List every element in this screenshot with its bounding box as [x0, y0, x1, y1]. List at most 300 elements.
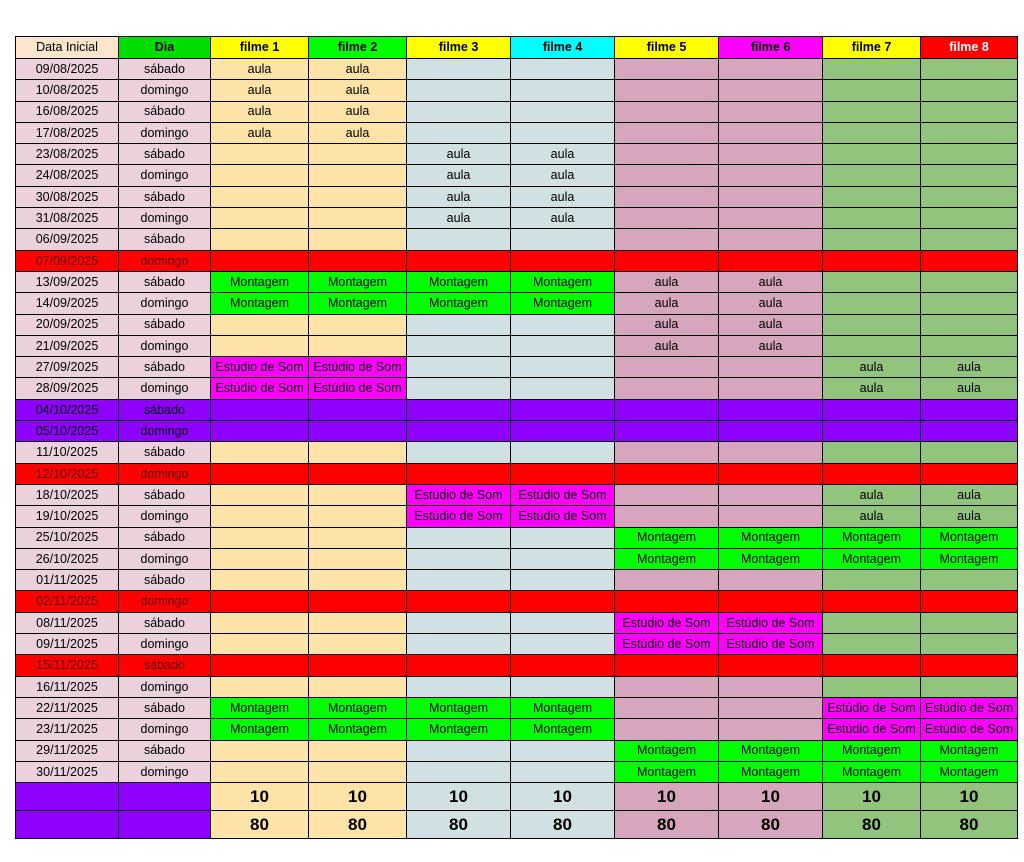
- day-cell[interactable]: sábado: [119, 314, 211, 335]
- film-cell[interactable]: [511, 442, 615, 463]
- film-cell[interactable]: [309, 314, 407, 335]
- film-cell[interactable]: Estúdio de Som: [211, 378, 309, 399]
- film-cell[interactable]: [921, 676, 1018, 697]
- film-cell[interactable]: [719, 421, 823, 442]
- film-cell[interactable]: aula: [921, 484, 1018, 505]
- film-cell[interactable]: Montagem: [823, 527, 921, 548]
- film-cell[interactable]: Montagem: [615, 548, 719, 569]
- film-cell[interactable]: [511, 527, 615, 548]
- date-cell[interactable]: 14/09/2025: [16, 293, 119, 314]
- film-cell[interactable]: [615, 186, 719, 207]
- film-cell[interactable]: Estúdio de Som: [719, 634, 823, 655]
- film-cell[interactable]: [823, 271, 921, 292]
- film-cell[interactable]: [511, 399, 615, 420]
- film-cell[interactable]: [407, 314, 511, 335]
- film-cell[interactable]: Montagem: [719, 761, 823, 782]
- film-cell[interactable]: [823, 250, 921, 271]
- film-cell[interactable]: [615, 676, 719, 697]
- film-cell[interactable]: aula: [615, 271, 719, 292]
- film-cell[interactable]: [309, 761, 407, 782]
- film-cell[interactable]: [921, 208, 1018, 229]
- film-cell[interactable]: [615, 570, 719, 591]
- film-cell[interactable]: [719, 570, 823, 591]
- film-cell[interactable]: [511, 463, 615, 484]
- day-cell[interactable]: sábado: [119, 740, 211, 761]
- day-cell[interactable]: sábado: [119, 357, 211, 378]
- film-cell[interactable]: [407, 229, 511, 250]
- film-cell[interactable]: [823, 293, 921, 314]
- film-cell[interactable]: [407, 378, 511, 399]
- film-cell[interactable]: [309, 335, 407, 356]
- day-cell[interactable]: domingo: [119, 591, 211, 612]
- film-cell[interactable]: [719, 484, 823, 505]
- film-cell[interactable]: [309, 740, 407, 761]
- film-cell[interactable]: [719, 229, 823, 250]
- film-cell[interactable]: [309, 548, 407, 569]
- film-cell[interactable]: Estúdio de Som: [823, 697, 921, 718]
- film-cell[interactable]: Montagem: [407, 293, 511, 314]
- film-cell[interactable]: [511, 122, 615, 143]
- date-cell[interactable]: 28/09/2025: [16, 378, 119, 399]
- film-cell[interactable]: Estúdio de Som: [407, 484, 511, 505]
- film-cell[interactable]: aula: [823, 506, 921, 527]
- film-cell[interactable]: [921, 250, 1018, 271]
- film-cell[interactable]: [823, 186, 921, 207]
- film-cell[interactable]: [719, 719, 823, 740]
- film-cell[interactable]: Montagem: [921, 548, 1018, 569]
- film-cell[interactable]: [211, 335, 309, 356]
- date-cell[interactable]: 20/09/2025: [16, 314, 119, 335]
- film-cell[interactable]: [921, 314, 1018, 335]
- film-cell[interactable]: [921, 442, 1018, 463]
- film-cell[interactable]: [309, 144, 407, 165]
- film-cell[interactable]: [211, 740, 309, 761]
- film-cell[interactable]: aula: [407, 144, 511, 165]
- film-cell[interactable]: [823, 655, 921, 676]
- film-cell[interactable]: [719, 165, 823, 186]
- day-cell[interactable]: sábado: [119, 697, 211, 718]
- day-cell[interactable]: domingo: [119, 463, 211, 484]
- film-cell[interactable]: [615, 165, 719, 186]
- film-cell[interactable]: [615, 357, 719, 378]
- date-cell[interactable]: 23/08/2025: [16, 144, 119, 165]
- date-cell[interactable]: 15/11/2025: [16, 655, 119, 676]
- date-cell[interactable]: 13/09/2025: [16, 271, 119, 292]
- film-cell[interactable]: Estúdio de Som: [921, 719, 1018, 740]
- date-cell[interactable]: 01/11/2025: [16, 570, 119, 591]
- date-cell[interactable]: 08/11/2025: [16, 612, 119, 633]
- film-cell[interactable]: Montagem: [309, 697, 407, 718]
- date-cell[interactable]: 12/10/2025: [16, 463, 119, 484]
- day-cell[interactable]: sábado: [119, 570, 211, 591]
- film-cell[interactable]: [921, 570, 1018, 591]
- film-cell[interactable]: Montagem: [309, 271, 407, 292]
- film-cell[interactable]: aula: [921, 378, 1018, 399]
- film-cell[interactable]: aula: [823, 357, 921, 378]
- film-cell[interactable]: [211, 527, 309, 548]
- date-cell[interactable]: 30/11/2025: [16, 761, 119, 782]
- day-cell[interactable]: domingo: [119, 122, 211, 143]
- film-cell[interactable]: [309, 634, 407, 655]
- date-cell[interactable]: 16/11/2025: [16, 676, 119, 697]
- film-cell[interactable]: [615, 378, 719, 399]
- film-cell[interactable]: [823, 165, 921, 186]
- film-cell[interactable]: aula: [407, 208, 511, 229]
- film-cell[interactable]: Montagem: [615, 761, 719, 782]
- film-cell[interactable]: Montagem: [719, 740, 823, 761]
- film-cell[interactable]: [823, 208, 921, 229]
- film-cell[interactable]: [719, 697, 823, 718]
- date-cell[interactable]: 21/09/2025: [16, 335, 119, 356]
- film-cell[interactable]: aula: [823, 378, 921, 399]
- film-cell[interactable]: [511, 676, 615, 697]
- film-cell[interactable]: Estúdio de Som: [719, 612, 823, 633]
- film-cell[interactable]: [511, 548, 615, 569]
- film-cell[interactable]: Estúdio de Som: [615, 634, 719, 655]
- film-cell[interactable]: [615, 421, 719, 442]
- date-cell[interactable]: 30/08/2025: [16, 186, 119, 207]
- film-cell[interactable]: [211, 676, 309, 697]
- film-cell[interactable]: [309, 421, 407, 442]
- film-cell[interactable]: [407, 634, 511, 655]
- film-cell[interactable]: [615, 250, 719, 271]
- date-cell[interactable]: 27/09/2025: [16, 357, 119, 378]
- film-cell[interactable]: [309, 399, 407, 420]
- film-cell[interactable]: [719, 463, 823, 484]
- date-cell[interactable]: 26/10/2025: [16, 548, 119, 569]
- film-cell[interactable]: [407, 80, 511, 101]
- film-cell[interactable]: [615, 399, 719, 420]
- film-cell[interactable]: Montagem: [407, 697, 511, 718]
- film-cell[interactable]: [921, 335, 1018, 356]
- date-cell[interactable]: 04/10/2025: [16, 399, 119, 420]
- film-cell[interactable]: [309, 527, 407, 548]
- film-cell[interactable]: [719, 357, 823, 378]
- film-cell[interactable]: aula: [719, 293, 823, 314]
- film-cell[interactable]: Montagem: [615, 740, 719, 761]
- film-cell[interactable]: Estúdio de Som: [615, 612, 719, 633]
- film-cell[interactable]: [615, 697, 719, 718]
- film-cell[interactable]: aula: [719, 314, 823, 335]
- film-cell[interactable]: [921, 144, 1018, 165]
- film-cell[interactable]: [719, 80, 823, 101]
- film-cell[interactable]: [615, 208, 719, 229]
- film-cell[interactable]: [511, 314, 615, 335]
- film-cell[interactable]: [407, 101, 511, 122]
- film-cell[interactable]: [921, 293, 1018, 314]
- day-cell[interactable]: domingo: [119, 165, 211, 186]
- date-cell[interactable]: 24/08/2025: [16, 165, 119, 186]
- film-cell[interactable]: [407, 357, 511, 378]
- film-cell[interactable]: [211, 548, 309, 569]
- day-cell[interactable]: sábado: [119, 399, 211, 420]
- film-cell[interactable]: [615, 80, 719, 101]
- date-cell[interactable]: 02/11/2025: [16, 591, 119, 612]
- film-cell[interactable]: [211, 570, 309, 591]
- date-cell[interactable]: 09/08/2025: [16, 59, 119, 80]
- film-cell[interactable]: [309, 186, 407, 207]
- film-cell[interactable]: aula: [921, 357, 1018, 378]
- film-cell[interactable]: [823, 80, 921, 101]
- date-cell[interactable]: 10/08/2025: [16, 80, 119, 101]
- film-cell[interactable]: [615, 101, 719, 122]
- film-cell[interactable]: [511, 378, 615, 399]
- film-cell[interactable]: [309, 506, 407, 527]
- film-cell[interactable]: [511, 357, 615, 378]
- film-cell[interactable]: Montagem: [719, 527, 823, 548]
- film-cell[interactable]: [921, 80, 1018, 101]
- film-cell[interactable]: [309, 442, 407, 463]
- film-cell[interactable]: [615, 59, 719, 80]
- film-cell[interactable]: [211, 442, 309, 463]
- film-cell[interactable]: [211, 761, 309, 782]
- film-cell[interactable]: [211, 144, 309, 165]
- day-cell[interactable]: sábado: [119, 612, 211, 633]
- film-cell[interactable]: [511, 101, 615, 122]
- day-cell[interactable]: domingo: [119, 80, 211, 101]
- date-cell[interactable]: 18/10/2025: [16, 484, 119, 505]
- film-cell[interactable]: [511, 612, 615, 633]
- film-cell[interactable]: [407, 655, 511, 676]
- film-cell[interactable]: [211, 634, 309, 655]
- film-cell[interactable]: [921, 165, 1018, 186]
- film-cell[interactable]: [921, 655, 1018, 676]
- film-cell[interactable]: Montagem: [511, 719, 615, 740]
- day-cell[interactable]: sábado: [119, 655, 211, 676]
- film-cell[interactable]: Montagem: [407, 271, 511, 292]
- film-cell[interactable]: [719, 378, 823, 399]
- film-cell[interactable]: [511, 740, 615, 761]
- film-cell[interactable]: [823, 463, 921, 484]
- film-cell[interactable]: [823, 144, 921, 165]
- film-cell[interactable]: [407, 527, 511, 548]
- film-cell[interactable]: [823, 399, 921, 420]
- day-cell[interactable]: domingo: [119, 378, 211, 399]
- film-cell[interactable]: Montagem: [511, 271, 615, 292]
- film-cell[interactable]: [407, 761, 511, 782]
- film-cell[interactable]: [719, 208, 823, 229]
- film-cell[interactable]: [615, 655, 719, 676]
- film-cell[interactable]: [719, 655, 823, 676]
- film-cell[interactable]: [407, 250, 511, 271]
- film-cell[interactable]: [511, 761, 615, 782]
- film-cell[interactable]: [407, 612, 511, 633]
- film-cell[interactable]: aula: [511, 165, 615, 186]
- film-cell[interactable]: Montagem: [823, 740, 921, 761]
- film-cell[interactable]: [211, 314, 309, 335]
- film-cell[interactable]: [211, 421, 309, 442]
- film-cell[interactable]: [615, 229, 719, 250]
- film-cell[interactable]: [921, 186, 1018, 207]
- day-cell[interactable]: domingo: [119, 548, 211, 569]
- film-cell[interactable]: [211, 655, 309, 676]
- film-cell[interactable]: [511, 591, 615, 612]
- film-cell[interactable]: [407, 442, 511, 463]
- film-cell[interactable]: [719, 591, 823, 612]
- film-cell[interactable]: [211, 463, 309, 484]
- film-cell[interactable]: Estúdio de Som: [511, 484, 615, 505]
- film-cell[interactable]: Montagem: [511, 697, 615, 718]
- film-cell[interactable]: [823, 612, 921, 633]
- film-cell[interactable]: [511, 229, 615, 250]
- film-cell[interactable]: [309, 165, 407, 186]
- film-cell[interactable]: [511, 634, 615, 655]
- film-cell[interactable]: [921, 591, 1018, 612]
- film-cell[interactable]: [309, 208, 407, 229]
- film-cell[interactable]: aula: [615, 314, 719, 335]
- film-cell[interactable]: aula: [615, 293, 719, 314]
- film-cell[interactable]: [211, 208, 309, 229]
- film-cell[interactable]: [309, 612, 407, 633]
- film-cell[interactable]: [719, 676, 823, 697]
- film-cell[interactable]: Estúdio de Som: [823, 719, 921, 740]
- day-cell[interactable]: sábado: [119, 442, 211, 463]
- film-cell[interactable]: [719, 186, 823, 207]
- film-cell[interactable]: [823, 59, 921, 80]
- film-cell[interactable]: [921, 101, 1018, 122]
- film-cell[interactable]: [309, 570, 407, 591]
- day-cell[interactable]: sábado: [119, 229, 211, 250]
- film-cell[interactable]: [823, 314, 921, 335]
- film-cell[interactable]: [719, 59, 823, 80]
- day-cell[interactable]: sábado: [119, 484, 211, 505]
- film-cell[interactable]: [211, 612, 309, 633]
- film-cell[interactable]: [309, 676, 407, 697]
- film-cell[interactable]: [921, 271, 1018, 292]
- film-cell[interactable]: [511, 655, 615, 676]
- day-cell[interactable]: domingo: [119, 676, 211, 697]
- date-cell[interactable]: 23/11/2025: [16, 719, 119, 740]
- film-cell[interactable]: [719, 506, 823, 527]
- film-cell[interactable]: [511, 250, 615, 271]
- film-cell[interactable]: [511, 421, 615, 442]
- film-cell[interactable]: [719, 250, 823, 271]
- date-cell[interactable]: 22/11/2025: [16, 697, 119, 718]
- film-cell[interactable]: [719, 122, 823, 143]
- date-cell[interactable]: 05/10/2025: [16, 421, 119, 442]
- film-cell[interactable]: [407, 548, 511, 569]
- day-cell[interactable]: sábado: [119, 271, 211, 292]
- film-cell[interactable]: Estúdio de Som: [407, 506, 511, 527]
- film-cell[interactable]: [615, 122, 719, 143]
- day-cell[interactable]: domingo: [119, 761, 211, 782]
- date-cell[interactable]: 07/09/2025: [16, 250, 119, 271]
- film-cell[interactable]: [407, 676, 511, 697]
- film-cell[interactable]: Montagem: [921, 527, 1018, 548]
- date-cell[interactable]: 17/08/2025: [16, 122, 119, 143]
- date-cell[interactable]: 19/10/2025: [16, 506, 119, 527]
- film-cell[interactable]: aula: [211, 101, 309, 122]
- film-cell[interactable]: [407, 740, 511, 761]
- film-cell[interactable]: [511, 335, 615, 356]
- film-cell[interactable]: [823, 634, 921, 655]
- film-cell[interactable]: Montagem: [211, 719, 309, 740]
- date-cell[interactable]: 29/11/2025: [16, 740, 119, 761]
- film-cell[interactable]: aula: [309, 80, 407, 101]
- film-cell[interactable]: aula: [211, 59, 309, 80]
- film-cell[interactable]: [407, 122, 511, 143]
- day-cell[interactable]: domingo: [119, 208, 211, 229]
- film-cell[interactable]: [211, 506, 309, 527]
- film-cell[interactable]: [211, 186, 309, 207]
- film-cell[interactable]: aula: [407, 165, 511, 186]
- film-cell[interactable]: Estúdio de Som: [309, 378, 407, 399]
- film-cell[interactable]: [407, 335, 511, 356]
- film-cell[interactable]: Montagem: [511, 293, 615, 314]
- film-cell[interactable]: [823, 676, 921, 697]
- film-cell[interactable]: [407, 59, 511, 80]
- film-cell[interactable]: [823, 101, 921, 122]
- film-cell[interactable]: [921, 612, 1018, 633]
- film-cell[interactable]: [309, 591, 407, 612]
- film-cell[interactable]: aula: [921, 506, 1018, 527]
- day-cell[interactable]: domingo: [119, 335, 211, 356]
- film-cell[interactable]: [615, 442, 719, 463]
- film-cell[interactable]: [823, 570, 921, 591]
- film-cell[interactable]: [211, 165, 309, 186]
- date-cell[interactable]: 06/09/2025: [16, 229, 119, 250]
- film-cell[interactable]: Montagem: [211, 697, 309, 718]
- film-cell[interactable]: [615, 719, 719, 740]
- film-cell[interactable]: [719, 399, 823, 420]
- film-cell[interactable]: [921, 463, 1018, 484]
- film-cell[interactable]: aula: [511, 144, 615, 165]
- date-cell[interactable]: 09/11/2025: [16, 634, 119, 655]
- film-cell[interactable]: [823, 591, 921, 612]
- film-cell[interactable]: aula: [407, 186, 511, 207]
- film-cell[interactable]: [211, 591, 309, 612]
- date-cell[interactable]: 16/08/2025: [16, 101, 119, 122]
- day-cell[interactable]: sábado: [119, 527, 211, 548]
- film-cell[interactable]: [407, 591, 511, 612]
- film-cell[interactable]: [511, 570, 615, 591]
- day-cell[interactable]: domingo: [119, 719, 211, 740]
- film-cell[interactable]: [615, 144, 719, 165]
- film-cell[interactable]: [921, 122, 1018, 143]
- film-cell[interactable]: aula: [309, 59, 407, 80]
- film-cell[interactable]: aula: [615, 335, 719, 356]
- film-cell[interactable]: [921, 59, 1018, 80]
- day-cell[interactable]: domingo: [119, 250, 211, 271]
- day-cell[interactable]: sábado: [119, 144, 211, 165]
- day-cell[interactable]: sábado: [119, 59, 211, 80]
- film-cell[interactable]: [309, 250, 407, 271]
- film-cell[interactable]: Estúdio de Som: [309, 357, 407, 378]
- date-cell[interactable]: 25/10/2025: [16, 527, 119, 548]
- film-cell[interactable]: [211, 250, 309, 271]
- day-cell[interactable]: domingo: [119, 506, 211, 527]
- film-cell[interactable]: [511, 80, 615, 101]
- date-cell[interactable]: 11/10/2025: [16, 442, 119, 463]
- film-cell[interactable]: aula: [511, 186, 615, 207]
- film-cell[interactable]: [309, 655, 407, 676]
- day-cell[interactable]: domingo: [119, 421, 211, 442]
- film-cell[interactable]: [407, 570, 511, 591]
- film-cell[interactable]: [309, 229, 407, 250]
- film-cell[interactable]: Montagem: [921, 761, 1018, 782]
- film-cell[interactable]: [719, 101, 823, 122]
- film-cell[interactable]: [823, 421, 921, 442]
- day-cell[interactable]: domingo: [119, 293, 211, 314]
- film-cell[interactable]: Montagem: [719, 548, 823, 569]
- film-cell[interactable]: [921, 634, 1018, 655]
- film-cell[interactable]: [511, 59, 615, 80]
- film-cell[interactable]: Montagem: [921, 740, 1018, 761]
- film-cell[interactable]: Montagem: [615, 527, 719, 548]
- film-cell[interactable]: [211, 399, 309, 420]
- film-cell[interactable]: [309, 484, 407, 505]
- film-cell[interactable]: aula: [719, 335, 823, 356]
